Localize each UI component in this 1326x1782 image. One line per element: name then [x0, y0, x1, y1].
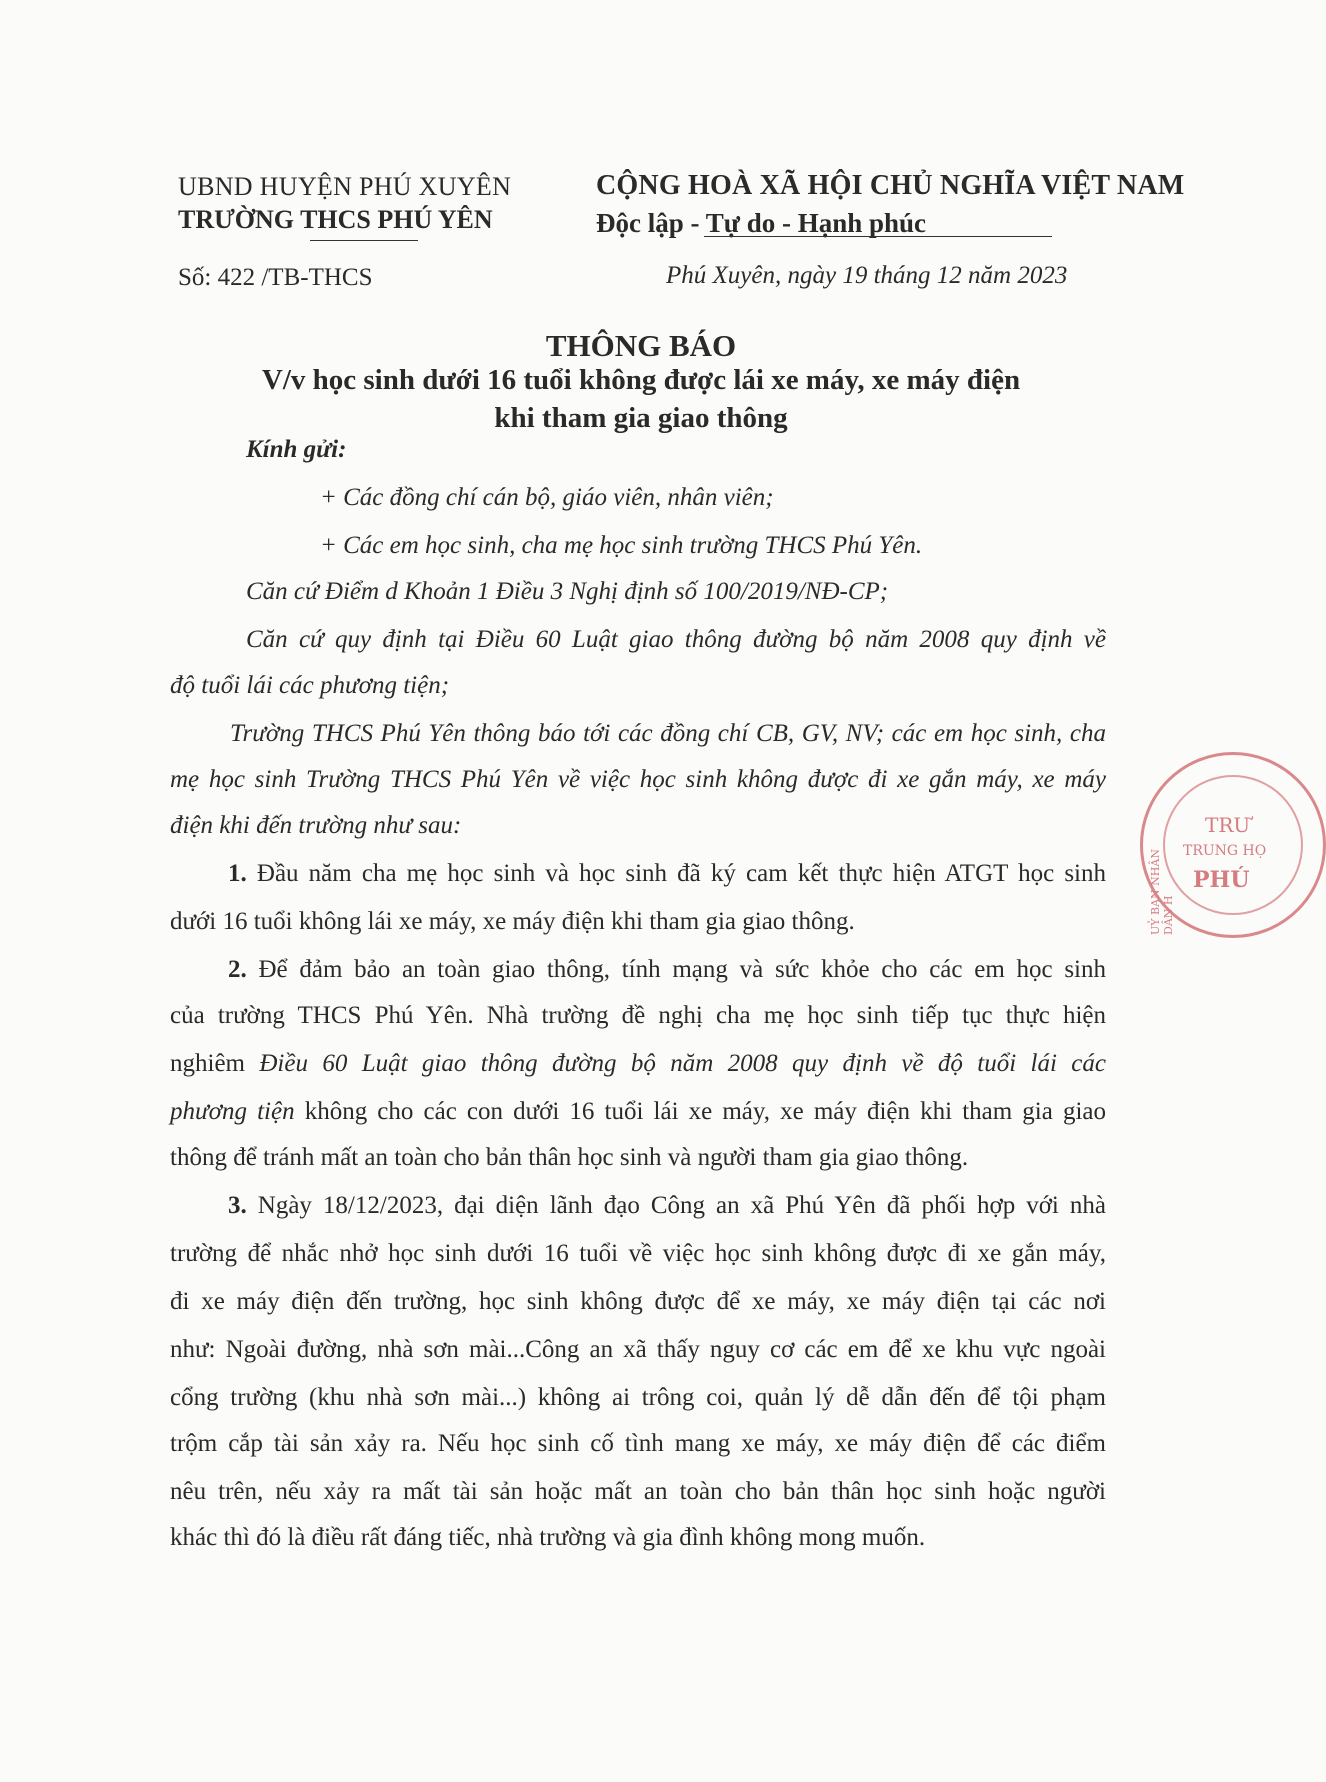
school-name: TRƯỜNG THCS PHÚ YÊN	[178, 205, 493, 234]
national-title: CỘNG HOÀ XÃ HỘI CHỦ NGHĨA VIỆT NAM	[596, 170, 1185, 201]
seal-text: TRƯ	[1205, 813, 1251, 837]
item-2-line-4: phương tiện không cho các con dưới 16 tuổi lái xe máy, xe máy điện khi tham gia giao	[170, 1098, 1106, 1125]
basis-line-1: Căn cứ Điểm d Khoản 1 Điều 3 Nghị định số 100/2019/NĐ-CP;	[246, 578, 889, 605]
item-1-line-2: dưới 16 tuổi không lái xe máy, xe máy điện khi tham gia giao thông.	[170, 908, 855, 935]
motto-underline	[704, 236, 1052, 237]
recipients-label: Kính gửi:	[246, 436, 347, 463]
item-3-line-2: trường để nhắc nhở học sinh dưới 16 tuổi về việc học sinh không được đi xe gắn máy,	[170, 1240, 1106, 1267]
basis-line-2a: Căn cứ quy định tại Điều 60 Luật giao thông đường bộ năm 2008 quy định về	[246, 626, 1106, 653]
item-1-line-1: 1. Đầu năm cha mẹ học sinh và học sinh đã ký cam kết thực hiện ATGT học sinh	[228, 860, 1106, 887]
item-3-line-3: đi xe máy điện đến trường, học sinh không được để xe máy, xe máy điện tại các nơi	[170, 1288, 1106, 1315]
item-2-line-1: 2. Để đảm bảo an toàn giao thông, tính mạng và sức khỏe cho các em học sinh	[228, 956, 1106, 983]
recipient-item: + Các em học sinh, cha mẹ học sinh trường THCS Phú Yên.	[320, 532, 923, 559]
issuing-authority: UBND HUYỆN PHÚ XUYÊN	[178, 172, 512, 201]
intro-line-1: Trường THCS Phú Yên thông báo tới các đồng chí CB, GV, NV; các em học sinh, cha	[230, 720, 1106, 747]
official-seal	[1140, 752, 1326, 938]
intro-line-3: điện khi đến trường như sau:	[170, 812, 462, 839]
school-underline	[310, 240, 418, 241]
item-2-line-2: của trường THCS Phú Yên. Nhà trường đề nghị cha mẹ học sinh tiếp tục thực hiện	[170, 1002, 1106, 1029]
subject-line-1: V/v học sinh dưới 16 tuổi không được lái xe máy, xe máy điện	[261, 364, 1021, 396]
national-motto: Độc lập - Tự do - Hạnh phúc	[596, 208, 927, 238]
seal-text: PHÚ	[1193, 867, 1250, 893]
recipient-item: + Các đồng chí cán bộ, giáo viên, nhân viên;	[320, 484, 774, 511]
item-3-line-7: nêu trên, nếu xảy ra mất tài sản hoặc mất an toàn cho bản thân học sinh hoặc người	[170, 1478, 1106, 1505]
item-2-line-5: thông để tránh mất an toàn cho bản thân học sinh và người tham gia giao thông.	[170, 1144, 969, 1171]
seal-text: TRUNG HỌ	[1183, 843, 1267, 859]
item-2-line-3: nghiêm Điều 60 Luật giao thông đường bộ năm 2008 quy định về độ tuổi lái các	[170, 1050, 1106, 1077]
seal-ring-text: UỶ BAN NHÂN DÂN H	[1149, 849, 1175, 935]
intro-line-2: mẹ học sinh Trường THCS Phú Yên về việc học sinh không được đi xe gắn máy, xe máy	[170, 766, 1106, 793]
item-3-line-4: như: Ngoài đường, nhà sơn mài...Công an xã thấy nguy cơ các em để xe khu vực ngoài	[170, 1336, 1106, 1363]
subject-line-2: khi tham gia giao thông	[494, 402, 788, 434]
item-3-line-6: trộm cắp tài sản xảy ra. Nếu học sinh cố tình mang xe máy, xe máy điện để các điểm	[170, 1430, 1106, 1457]
item-3-line-8: khác thì đó là điều rất đáng tiếc, nhà trường và gia đình không mong muốn.	[170, 1524, 926, 1551]
document-number: Số: 422 /TB-THCS	[178, 264, 373, 291]
item-3-line-5: cổng trường (khu nhà sơn mài...) không ai trông coi, quản lý dễ dẫn đến để tội phạm	[170, 1384, 1106, 1411]
place-date: Phú Xuyên, ngày 19 tháng 12 năm 2023	[666, 262, 1068, 289]
document-title: THÔNG BÁO	[545, 328, 737, 363]
basis-line-2b: độ tuổi lái các phương tiện;	[170, 672, 450, 699]
item-3-line-1: 3. Ngày 18/12/2023, đại diện lãnh đạo Công an xã Phú Yên đã phối hợp với nhà	[228, 1192, 1106, 1219]
